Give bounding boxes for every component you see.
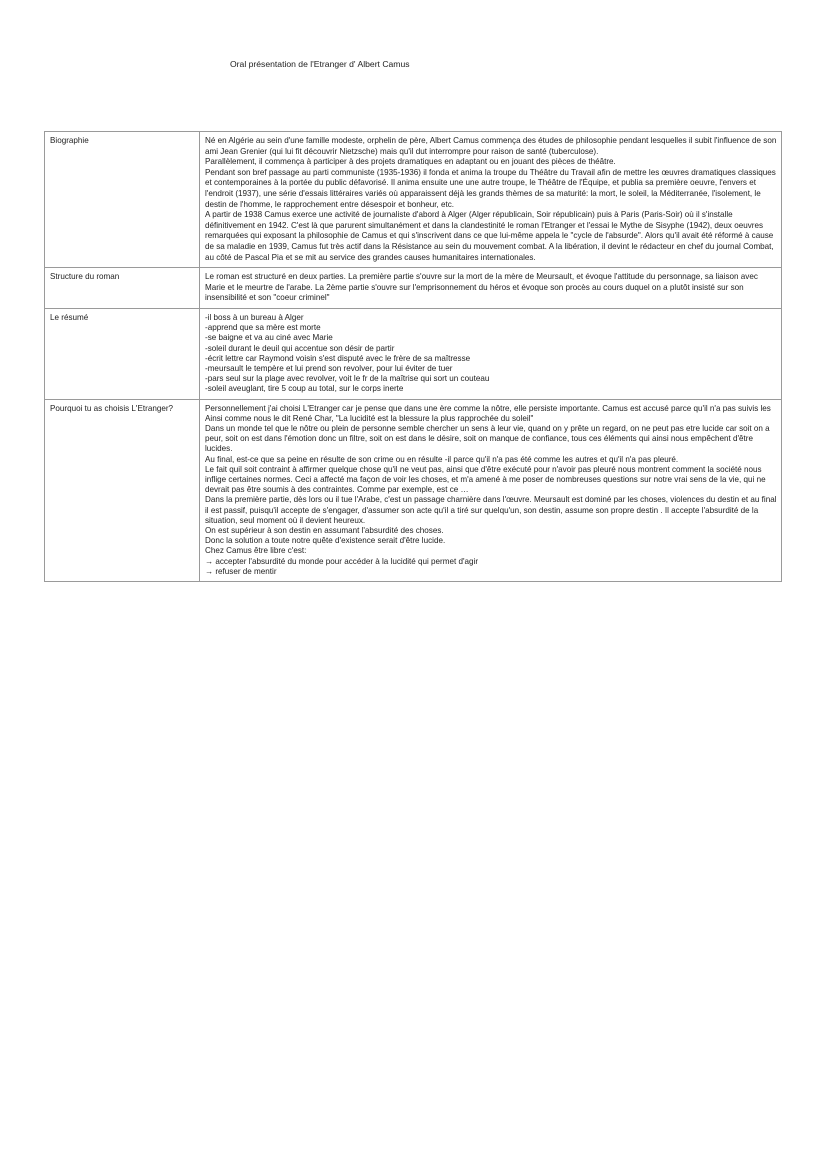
paragraph: Pendant son bref passage au parti communiste (1935-1936) il fonda et anima la troupe du Théâtre du Travail afin de mettre les œuvres dramatiques classiques et contemporaines à la portée du public défavorisé. Il anima ensuite une une autre troupe, le Théâtre de l'Équipe, et publia sa première oeuvre, l'envers et l'endroit (1937), une série d'essais littéraires variés où apparaissent déjà les grands thèmes de sa maturité: la mort, le soleil, la Méditerranée, l'isolement, le destin de l'homme, le rapprochement entre désespoir et bonheur, etc. — [205, 167, 776, 209]
table-row-biographie — [45, 132, 782, 268]
paragraph: Le roman est structuré en deux parties. La première partie s'ouvre sur la mort de la mère de Meursault, et évoque l'attitude du personnage, sa liaison avec Marie et le meurtre de l'arabe. La 2ème partie s'ouvre sur l'emprisonnement du héros et évoque son procès au cours duquel on a plutôt insisté sur son insensibilité et son "coeur criminel" — [205, 272, 758, 303]
paragraph: Le fait quil soit contraint à affirmer quelque chose qu'il ne veut pas, ainsi que d'être exécuté pour n'avoir pas pleuré nous montrent comment la société nous inflige certaines normes. Ceci a affecté ma façon de voir les choses, et m'a amené à me poser de nombreuses questions sur notre vrai sens de la vie, qui ne devrait pas être soumis à des contraintes. Comme par exemple, est ce … — [205, 464, 766, 495]
list-item: -se baigne et va au ciné avec Marie — [205, 333, 333, 343]
paragraph: Parallèlement, il commença à participer à des projets dramatiques en adaptant ou en jouant des pièces de théâtre. — [205, 157, 616, 167]
paragraph: Né en Algérie au sein d'une famille modeste, orphelin de père, Albert Camus commença des études de philosophie pendant lesquelles il subit l'influence de son ami Jean Grenier (qui lui fit découvrir Nietzsche) mais qu'il dut interrompre pour raison de santé (tuberculose). — [205, 136, 777, 156]
list-item: -pars seul sur la plage avec revolver, voit le fr de la maîtrise qui sort un couteau — [205, 374, 490, 384]
paragraph: Au final, est-ce que sa peine en résulte de son crime ou en résulte -il parce qu'il n'a pas été comme les autres et qu'il n'a pas pleuré. — [205, 454, 679, 464]
row-content-pourquoi — [200, 399, 782, 581]
paragraph: Chez Camus être libre c'est: — [205, 546, 307, 556]
row-label-pourquoi: Pourquoi tu as choisis L'Etranger? — [45, 399, 200, 581]
row-label-structure: Structure du roman — [45, 268, 200, 309]
paragraph: Dans la première partie, dès lors ou il tue l'Arabe, c'est un passage charnière dans l'œuvre. Meursault est dominé par les choses, violences du destin et au final il est passif, puisqu'il accepte de s'engager, d'assumer son acte qu'il a tiré sur quelqu'un, son destin, assume son propre destin . Il accepte l'absurdité de la situation, seul moment où il devient heureux. — [205, 495, 777, 525]
paragraph: Ainsi comme nous le dit René Char, "La lucidité est la blessure la plus rapprochée du soleil" — [205, 413, 534, 423]
row-content-biographie — [200, 132, 782, 268]
paragraph: → accepter l'absurdité du monde pour accéder à la lucidité qui permet d'agir — [205, 556, 479, 566]
paragraph: On est supérieur à son destin en assumant l'absurdité des choses. — [205, 525, 444, 535]
paragraph: Donc la solution a toute notre quête d'existence serait d'être lucide. — [205, 536, 446, 546]
row-label-biographie: Biographie — [45, 132, 200, 268]
row-label-resume: Le résumé — [45, 308, 200, 399]
paragraph: → refuser de mentir — [205, 566, 277, 576]
paragraph: A partir de 1938 Camus exerce une activité de journaliste d'abord à Alger (Alger républicain, Soir républicain) puis à Paris (Paris-Soir) où il s'installe définitivement en 1942. C'est là que parurent simultanément et dans la clandestinité le roman l'Etranger et l'essai le Mythe de Sisyphe (1942), deux oeuvres remarquées qui exposant la philosophie de Camus et qui s'inscrivent dans ce que lui-même appela le "cycle de l'absurde". Alors qu'il avait été réformé à cause de sa maladie en 1939, Camus fut très actif dans la Résistance au sein du mouvement combat. A la libération, il devint le rédacteur en chef du journal Combat, au côté de Pascal Pia et se mit au service des grandes causes humanitaires internationales. — [205, 210, 774, 262]
table-row-pourquoi — [45, 399, 782, 581]
row-content-structure — [200, 268, 782, 309]
paragraph: Dans un monde tel que le nôtre ou plein de personne semble chercher un sens à leur vie, quand on y prête un regard, on ne peut pas etre lucide car soit on a peur, soit on est dans l'émotion donc un filtre, soit on est dans le désire, soit on manque de confiance, tous ces éléments qui ainsi nous empêchent d'être lucides. — [205, 423, 770, 454]
presentation-table — [44, 131, 782, 582]
list-item: -écrit lettre car Raymond voisin s'est disputé avec le frère de sa maîtresse — [205, 353, 471, 363]
list-item: -soleil aveuglant, tire 5 coup au total, sur le corps inerte — [205, 384, 404, 394]
list-item: -meursault le tempère et lui prend son revolver, pour lui éviter de tuer — [205, 363, 453, 373]
list-item: -soleil durant le deuil qui accentue son désir de partir — [205, 343, 395, 353]
paragraph: Personnellement j'ai choisi L'Etranger car je pense que dans une ère comme la nôtre, elle persiste importante. Camus est accusé parce qu'il n'a pas suivis les — [205, 403, 771, 413]
row-content-resume — [200, 308, 782, 399]
list-item: -apprend que sa mère est morte — [205, 323, 321, 333]
table-row-resume — [45, 308, 782, 399]
list-item: -il boss à un bureau à Alger — [205, 312, 304, 322]
document-title: Oral présentation de l'Etranger d' Albert Camus — [230, 59, 410, 69]
table-row-structure — [45, 268, 782, 309]
